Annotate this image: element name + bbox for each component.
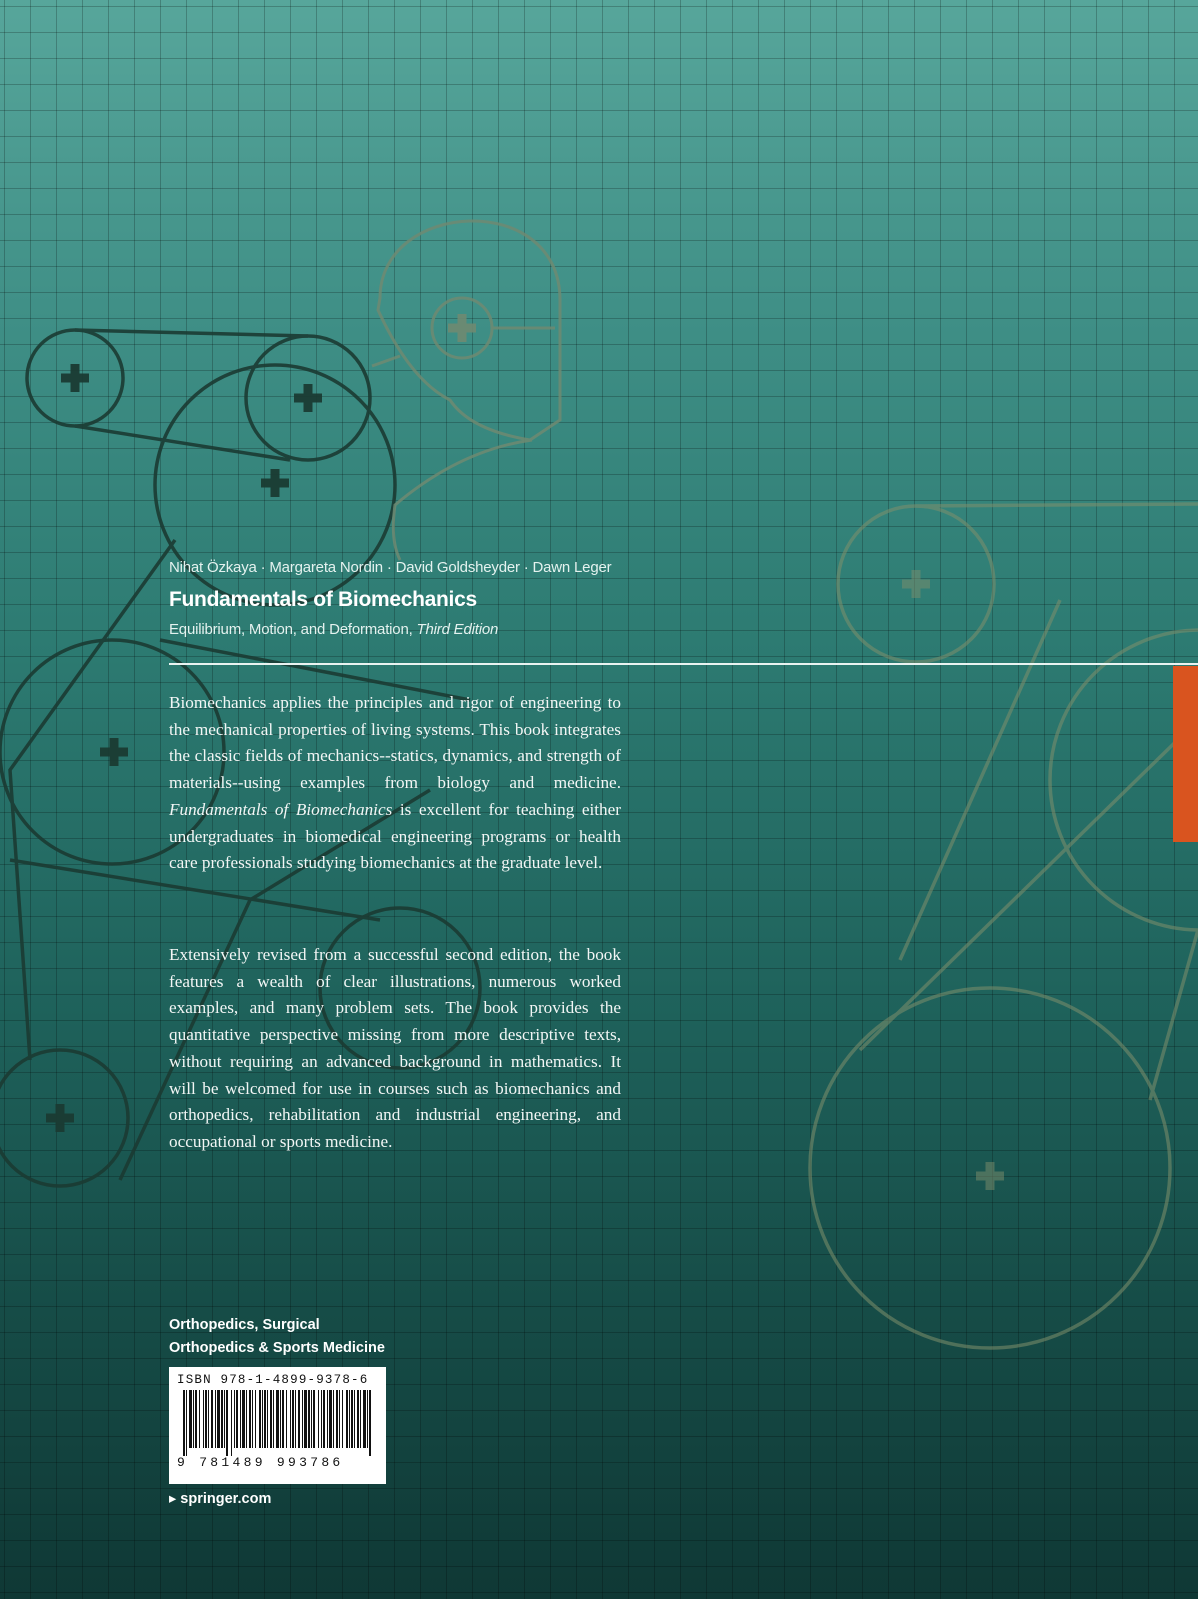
barcode-bar: [208, 1390, 209, 1448]
blurb-title-italic: Fundamentals of Biomechanics: [169, 799, 393, 819]
barcode-bar: [308, 1390, 310, 1448]
barcode-bar: [295, 1390, 296, 1448]
barcode-bar: [186, 1390, 187, 1456]
barcode-bar: [262, 1390, 263, 1448]
barcode-digits: 9 781489 993786: [177, 1455, 344, 1470]
divider-rule: [169, 663, 1198, 665]
barcode-bar: [273, 1390, 274, 1448]
barcode-bar: [369, 1390, 371, 1456]
barcode-bar: [193, 1390, 194, 1448]
barcode-bar: [336, 1390, 338, 1448]
barcode-bar: [280, 1390, 281, 1448]
author-list: Nihat Özkaya · Margareta Nordin · David Goldsheyder · Dawn Leger: [169, 559, 612, 576]
barcode-bar: [357, 1390, 359, 1448]
barcode-bar: [367, 1390, 368, 1448]
isbn-barcode-box: [169, 1367, 386, 1484]
barcode-bar: [276, 1390, 279, 1448]
barcode-bar: [339, 1390, 340, 1448]
category-line-1: Orthopedics, Surgical: [169, 1317, 320, 1333]
barcode-bar: [349, 1390, 350, 1448]
barcode-bar: [323, 1390, 325, 1448]
barcode-bar: [290, 1390, 291, 1448]
accent-tab: [1173, 666, 1198, 842]
barcode-bar: [342, 1390, 343, 1448]
barcode-bar: [302, 1390, 303, 1448]
category-line-2: Orthopedics & Sports Medicine: [169, 1340, 385, 1356]
blurb-text: Biomechanics applies the principles and rigor of engineering to the mechanical properties of living systems. This book integrates the classic fields of mechanics--statics, dynamics, and strength of materials--using examples from biology and medicine.: [169, 693, 621, 793]
book-title: Fundamentals of Biomechanics: [169, 588, 477, 611]
barcode-bar: [327, 1390, 328, 1448]
barcode-bar: [211, 1390, 213, 1448]
barcode-bar: [264, 1390, 266, 1448]
blurb-text: is excellent for teaching either undergraduates in biomedical engineering programs or health care professionals studying biomechanics at the graduate level.: [169, 799, 621, 873]
blurb-paragraph-2: Extensively revised from a successful second edition, the book features a wealth of clear illustrations, numerous worked examples, and many problem sets. The book provides the quantitative perspective missing from more descriptive texts, without requiring an advanced background in mathematics. It will be welcomed for use in courses such as biomechanics and orthopedics, rehabilitation and industrial engineering, and occupational or sports medicine.: [169, 945, 621, 1151]
barcode-bar: [313, 1390, 315, 1448]
barcode-bar: [286, 1390, 287, 1448]
barcode-bar: [189, 1390, 192, 1448]
subject-category: [169, 1314, 385, 1360]
barcode-bar: [226, 1390, 228, 1456]
barcode-bar: [205, 1390, 207, 1448]
light-stick-figure: [372, 221, 560, 560]
barcode-bar: [195, 1390, 197, 1448]
barcode-bar: [354, 1390, 355, 1448]
subtitle-text: Equilibrium, Motion, and Deformation,: [169, 621, 413, 638]
barcode-bar: [321, 1390, 322, 1448]
isbn-label: ISBN 978-1-4899-9378-6: [177, 1373, 369, 1387]
barcode-bar: [224, 1390, 225, 1448]
barcode-bar: [363, 1390, 366, 1448]
barcode-bar: [246, 1390, 247, 1448]
barcode-bar: [249, 1390, 251, 1448]
right-faint-figure: [810, 504, 1198, 1348]
barcode-bar: [252, 1390, 253, 1448]
barcode-bar: [217, 1390, 220, 1448]
barcode-bar: [329, 1390, 332, 1448]
publisher-link[interactable]: ▸ springer.com: [169, 1491, 272, 1507]
barcode-bar: [333, 1390, 334, 1448]
barcode-bar: [221, 1390, 223, 1448]
barcode-bar: [282, 1390, 284, 1448]
edition-label: Third Edition: [416, 621, 499, 638]
barcode-bar: [351, 1390, 353, 1448]
barcode-bar: [203, 1390, 204, 1448]
barcode-bar: [234, 1390, 235, 1448]
barcode-bar: [215, 1390, 216, 1448]
barcode-bar: [311, 1390, 312, 1448]
barcode-bar: [318, 1390, 319, 1448]
barcode-bar: [231, 1390, 232, 1456]
barcode-bar: [360, 1390, 361, 1448]
barcode-bar: [346, 1390, 348, 1448]
barcode-bar: [270, 1390, 272, 1448]
barcode-bar: [199, 1390, 200, 1448]
barcode-bar: [242, 1390, 245, 1448]
barcode-bar: [255, 1390, 256, 1448]
barcode-bar: [267, 1390, 268, 1448]
barcode-bar: [298, 1390, 300, 1448]
barcode-bar: [259, 1390, 261, 1448]
barcode-bar: [292, 1390, 294, 1448]
barcode-bar: [240, 1390, 241, 1448]
barcode-bar: [183, 1390, 185, 1456]
book-subtitle: [169, 621, 729, 638]
blurb-paragraph-1: [169, 690, 621, 877]
barcode-bar: [236, 1390, 238, 1448]
barcode-icon: [177, 1390, 378, 1456]
barcode-bar: [304, 1390, 307, 1448]
